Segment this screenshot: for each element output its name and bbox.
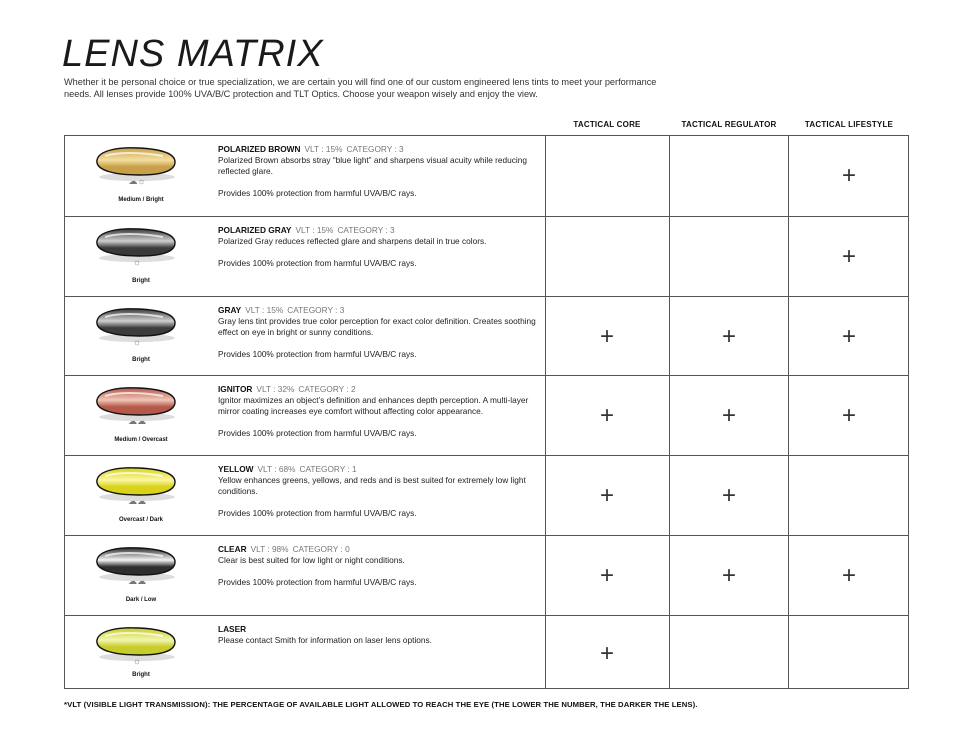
lens-protection-text: Provides 100% protection from harmful UVA/B/C rays. — [218, 508, 417, 518]
lens-description-text: Please contact Smith for information on laser lens options. — [218, 635, 432, 645]
lens-row — [65, 216, 908, 296]
lens-vlt: VLT : 15% — [304, 144, 343, 154]
light-condition-label: Overcast / Dark — [118, 517, 164, 523]
lens-description-text: Polarized Brown absorbs stray “blue light” and sharpens visual acuity while reducing reflected glare. — [218, 155, 527, 176]
lens-protection-text: Provides 100% protection from harmful UVA/B/C rays. — [218, 188, 417, 198]
lens-heading — [218, 544, 540, 555]
sun-icon: ☼ — [132, 257, 142, 267]
weather-icons — [115, 416, 159, 426]
cloud-icon: ☁ — [128, 496, 137, 506]
lens-category: CATEGORY : 3 — [346, 144, 404, 154]
lens-name: GRAY — [218, 305, 242, 315]
plus-icon: + — [599, 482, 614, 509]
lens-protection-text: Provides 100% protection from harmful UVA/B/C rays. — [218, 349, 417, 359]
lens-row — [65, 296, 908, 375]
lens-matrix-table — [64, 135, 909, 689]
lens-description — [218, 624, 540, 646]
plus-icon: + — [841, 243, 856, 270]
light-condition-label: Dark / Low — [125, 597, 157, 603]
weather-icons — [115, 656, 159, 666]
spacer — [218, 566, 540, 577]
cloud-icon: ☁ — [137, 576, 146, 586]
lens-name: YELLOW — [218, 464, 254, 474]
lens-vlt: VLT : 98% — [250, 544, 289, 554]
spacer — [218, 417, 540, 428]
lens-description-text: Polarized Gray reduces reflected glare and sharpens detail in true colors. — [218, 236, 487, 246]
light-condition-label: Medium / Overcast — [114, 437, 168, 443]
lens-name: POLARIZED GRAY — [218, 225, 292, 235]
plus-icon: + — [599, 402, 614, 429]
lens-category: CATEGORY : 2 — [298, 384, 356, 394]
lens-category: CATEGORY : 1 — [299, 464, 357, 474]
cloud-icon: ☁ — [128, 176, 138, 186]
lens-protection-text: Provides 100% protection from harmful UVA/B/C rays. — [218, 428, 417, 438]
light-condition-label: Bright — [132, 672, 150, 678]
lens-vlt: VLT : 68% — [257, 464, 296, 474]
lens-vlt: VLT : 15% — [295, 225, 334, 235]
lens-description-text: Ignitor maximizes an object’s definition and enhances depth perception. A multi-layer mirror coating increases eye comfort without affecting color appearance. — [218, 395, 529, 416]
light-condition-label: Medium / Bright — [118, 197, 164, 203]
column-header-tactical-lifestyle: TACTICAL LIFESTYLE — [804, 120, 894, 129]
lens-heading — [218, 464, 540, 475]
light-condition-label: Bright — [132, 357, 150, 363]
lens-description — [218, 305, 540, 360]
lens-description-text: Clear is best suited for low light or night conditions. — [218, 555, 405, 565]
plus-icon: + — [841, 562, 856, 589]
column-header-tactical-regulator: TACTICAL REGULATOR — [681, 120, 777, 129]
lens-image-cell — [65, 136, 205, 216]
column-header-tactical-core: TACTICAL CORE — [573, 120, 641, 129]
lens-heading — [218, 305, 540, 316]
cloud-icon: ☁ — [137, 496, 146, 506]
spacer — [218, 247, 540, 258]
lens-name: IGNITOR — [218, 384, 253, 394]
vlt-footnote: *VLT (VISIBLE LIGHT TRANSMISSION): THE PERCENTAGE OF AVAILABLE LIGHT ALLOWED TO REACH THE EYE (THE LOWER THE NUMBER, THE DARKER THE LENS). — [64, 700, 698, 709]
cloud-icon: ☁ — [128, 576, 137, 586]
lens-protection-text: Provides 100% protection from harmful UVA/B/C rays. — [218, 258, 417, 268]
lens-description — [218, 144, 540, 199]
lens-image-cell — [65, 297, 205, 375]
lens-category: CATEGORY : 3 — [337, 225, 395, 235]
plus-icon: + — [721, 402, 736, 429]
lens-heading — [218, 225, 540, 236]
lens-image-cell — [65, 376, 205, 455]
sun-icon: ☼ — [132, 337, 142, 347]
lens-row — [65, 455, 908, 535]
light-condition-label: Bright — [132, 278, 150, 284]
lens-image-cell — [65, 616, 205, 690]
plus-icon: + — [599, 640, 614, 667]
cloud-icon: ☁ — [137, 416, 146, 426]
lens-name: CLEAR — [218, 544, 247, 554]
lens-description — [218, 384, 540, 439]
lens-name: LASER — [218, 624, 247, 634]
page-title: LENS MATRIX — [62, 33, 324, 75]
lens-row — [65, 375, 908, 455]
sun-icon: ☼ — [132, 656, 142, 666]
intro-text: Whether it be personal choice or true specialization, we are certain you will find one of our custom engineered lens tints to meet your performance needs. All lenses provide 100% UVA/B/C protection and TLT Optics. Choose your weapon wisely and enjoy the view. — [64, 77, 657, 99]
spacer — [218, 338, 540, 349]
lens-category: CATEGORY : 0 — [292, 544, 350, 554]
weather-icons — [115, 176, 159, 186]
plus-icon: + — [721, 482, 736, 509]
lens-heading — [218, 624, 540, 635]
lens-row — [65, 615, 908, 690]
lens-image-cell — [65, 217, 205, 296]
plus-icon: + — [841, 402, 856, 429]
lens-vlt: VLT : 15% — [245, 305, 284, 315]
plus-icon: + — [599, 562, 614, 589]
lens-vlt: VLT : 32% — [256, 384, 295, 394]
sun-icon: ☼ — [137, 176, 146, 186]
weather-icons — [115, 337, 159, 347]
plus-icon: + — [721, 562, 736, 589]
spacer — [218, 177, 540, 188]
cloud-icon: ☁ — [128, 416, 137, 426]
lens-description — [218, 544, 540, 588]
weather-icons — [115, 257, 159, 267]
plus-icon: + — [721, 323, 736, 350]
lens-image-cell — [65, 536, 205, 615]
lens-description — [218, 225, 540, 269]
weather-icons — [115, 576, 159, 586]
lens-row — [65, 535, 908, 615]
lens-protection-text: Provides 100% protection from harmful UVA/B/C rays. — [218, 577, 417, 587]
lens-description-text: Gray lens tint provides true color perception for exact color definition. Creates soothing effect on eye in bright or sunny conditions. — [218, 316, 536, 337]
spacer — [218, 497, 540, 508]
lens-row — [65, 136, 908, 216]
lens-description-text: Yellow enhances greens, yellows, and reds and is best suited for extremely low light conditions. — [218, 475, 526, 496]
lens-name: POLARIZED BROWN — [218, 144, 301, 154]
plus-icon: + — [841, 162, 856, 189]
lens-image-cell — [65, 456, 205, 535]
lens-category: CATEGORY : 3 — [287, 305, 345, 315]
plus-icon: + — [599, 323, 614, 350]
plus-icon: + — [841, 323, 856, 350]
lens-description — [218, 464, 540, 519]
weather-icons — [115, 496, 159, 506]
lens-heading — [218, 384, 540, 395]
lens-heading — [218, 144, 540, 155]
